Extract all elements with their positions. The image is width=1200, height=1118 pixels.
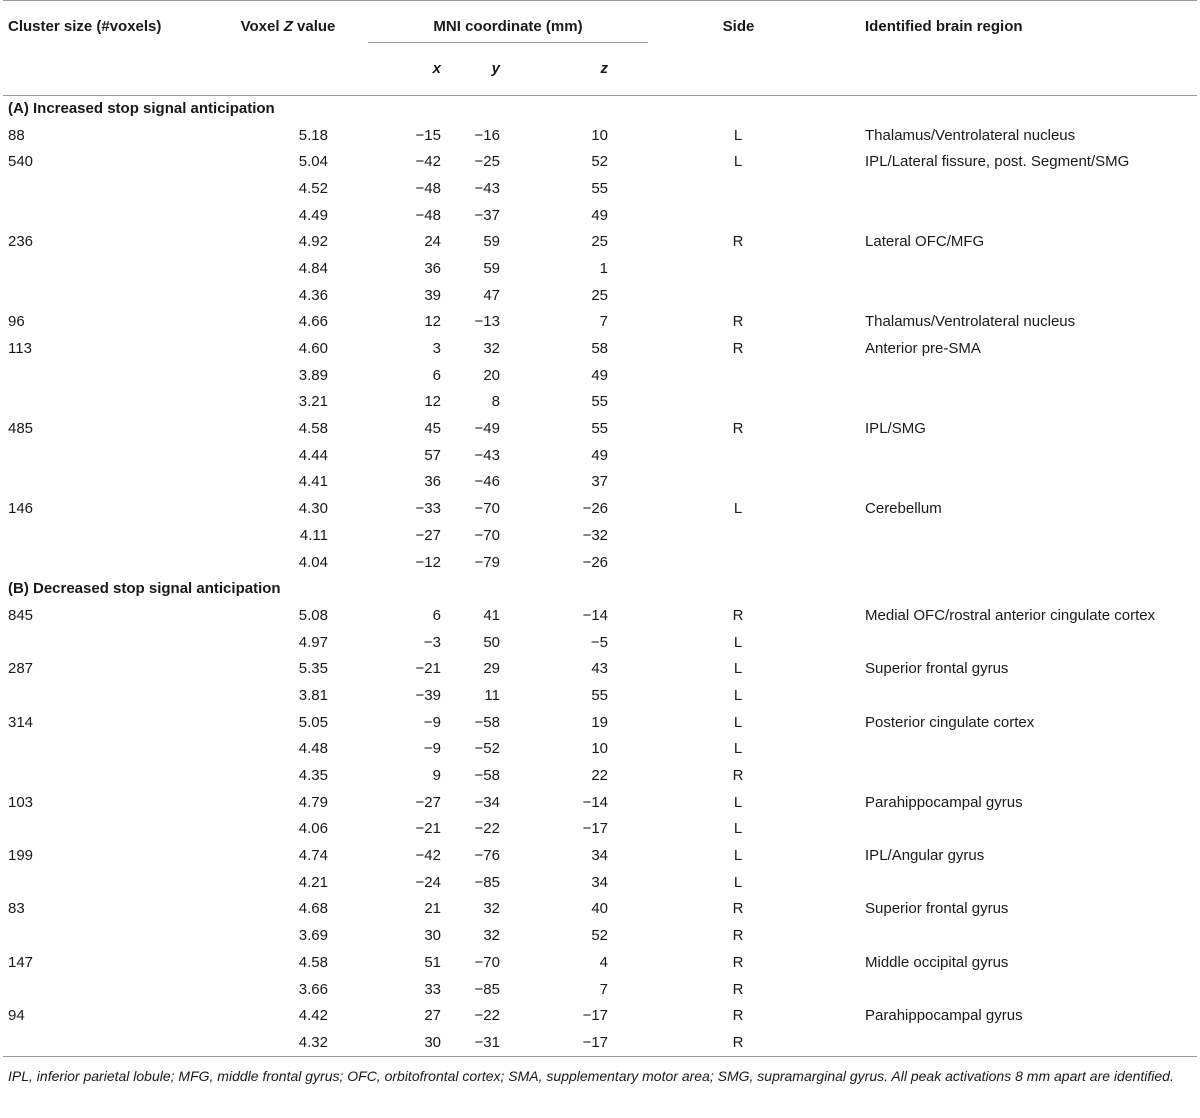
table-row bbox=[3, 122, 1197, 149]
cell-z: 25 bbox=[591, 286, 609, 304]
cell-side: L bbox=[733, 820, 743, 838]
section-header-row bbox=[3, 575, 1197, 602]
cell-y: 29 bbox=[483, 660, 500, 678]
activation-table bbox=[3, 0, 1197, 1056]
cell-voxel-z: 4.06 bbox=[298, 820, 328, 838]
cell-y: −85 bbox=[474, 873, 500, 891]
cell-x: 9 bbox=[432, 767, 441, 785]
table-row bbox=[3, 709, 1197, 736]
cell-region bbox=[858, 922, 1197, 949]
cell-z: 55 bbox=[591, 393, 609, 411]
cell-cluster-size bbox=[3, 255, 218, 282]
cell-cluster-size: 540 bbox=[8, 153, 34, 171]
table-row bbox=[3, 202, 1197, 229]
cell-voxel-z: 4.68 bbox=[298, 900, 328, 918]
table-body bbox=[3, 95, 1197, 1056]
cell-x: −24 bbox=[415, 873, 441, 891]
cell-region bbox=[858, 282, 1197, 309]
cell-z: 34 bbox=[591, 873, 609, 891]
cell-z: 49 bbox=[591, 206, 609, 224]
cell-region: IPL/SMG bbox=[865, 420, 926, 438]
table-row bbox=[3, 842, 1197, 869]
table-footnote: IPL, inferior parietal lobule; MFG, middle frontal gyrus; OFC, orbitofrontal cortex; SMA, supplementary motor area; SMG, supramarginal gyrus. All peak activations 8 mm apart are identified. bbox=[3, 1056, 1197, 1086]
cell-side: R bbox=[732, 1007, 744, 1025]
cell-voxel-z: 4.11 bbox=[299, 526, 328, 544]
cell-region bbox=[858, 976, 1197, 1003]
cell-cluster-size bbox=[3, 816, 218, 843]
header-z: z bbox=[548, 43, 658, 96]
cell-y: 50 bbox=[483, 633, 500, 651]
header-cluster-size: Cluster size (#voxels) bbox=[3, 1, 218, 43]
cell-y: 32 bbox=[483, 927, 500, 945]
cell-cluster-size: 94 bbox=[8, 1007, 25, 1025]
cell-cluster-size: 236 bbox=[8, 233, 34, 251]
cell-y: 41 bbox=[483, 606, 500, 624]
cell-voxel-z: 4.41 bbox=[298, 473, 328, 491]
cell-y: −22 bbox=[474, 1007, 500, 1025]
cell-region: Thalamus/Ventrolateral nucleus bbox=[865, 313, 1076, 331]
cell-x: 12 bbox=[424, 313, 441, 331]
cell-side bbox=[658, 442, 858, 469]
cell-voxel-z: 4.04 bbox=[298, 553, 328, 571]
cell-cluster-size bbox=[3, 682, 218, 709]
cell-x: −9 bbox=[423, 713, 441, 731]
cell-x: 12 bbox=[424, 393, 441, 411]
cell-voxel-z: 4.49 bbox=[298, 206, 328, 224]
cell-voxel-z: 4.21 bbox=[298, 873, 328, 891]
cell-voxel-z: 4.84 bbox=[298, 259, 328, 277]
cell-cluster-size bbox=[3, 736, 218, 763]
cell-region bbox=[858, 362, 1197, 389]
cell-region bbox=[858, 1029, 1197, 1056]
cell-side bbox=[658, 389, 858, 416]
header-mni-coordinate bbox=[358, 1, 658, 43]
cell-z: −32 bbox=[582, 526, 609, 544]
header-voxel-z bbox=[218, 1, 358, 43]
cell-voxel-z: 4.79 bbox=[298, 793, 328, 811]
cell-side bbox=[658, 522, 858, 549]
table-header bbox=[3, 1, 1197, 96]
cell-side bbox=[658, 202, 858, 229]
cell-side: R bbox=[732, 340, 744, 358]
cell-cluster-size: 147 bbox=[8, 953, 34, 971]
cell-x: −39 bbox=[415, 686, 441, 704]
header-blank-1 bbox=[3, 43, 218, 96]
section-title: (A) Increased stop signal anticipation bbox=[8, 100, 275, 118]
cell-y: 47 bbox=[483, 286, 500, 304]
section-title: (B) Decreased stop signal anticipation bbox=[8, 580, 281, 598]
table-row bbox=[3, 655, 1197, 682]
cell-x: −15 bbox=[415, 126, 441, 144]
cell-x: −21 bbox=[415, 660, 441, 678]
cell-region bbox=[858, 629, 1197, 656]
header-region: Identified brain region bbox=[858, 1, 1197, 43]
cell-x: 36 bbox=[424, 259, 441, 277]
cell-region bbox=[858, 682, 1197, 709]
cell-x: −48 bbox=[415, 206, 441, 224]
cell-side: L bbox=[733, 686, 743, 704]
table-row bbox=[3, 309, 1197, 336]
cell-side bbox=[658, 362, 858, 389]
cell-y: 59 bbox=[483, 233, 500, 251]
cell-side: L bbox=[733, 740, 743, 758]
cell-y: −16 bbox=[474, 126, 500, 144]
cell-side: L bbox=[733, 633, 743, 651]
header-mni-label: MNI coordinate (mm) bbox=[433, 18, 583, 35]
cell-z: 52 bbox=[591, 927, 609, 945]
cell-region: Parahippocampal gyrus bbox=[865, 793, 1023, 811]
cell-region: Anterior pre-SMA bbox=[865, 340, 981, 358]
cell-y: −58 bbox=[474, 767, 500, 785]
cell-cluster-size: 88 bbox=[8, 126, 25, 144]
cell-x: −27 bbox=[415, 526, 441, 544]
table-row bbox=[3, 469, 1197, 496]
cell-cluster-size bbox=[3, 549, 218, 576]
cell-y: −58 bbox=[474, 713, 500, 731]
cell-y: 11 bbox=[484, 686, 500, 704]
cell-y: −52 bbox=[474, 740, 500, 758]
cell-voxel-z: 4.74 bbox=[298, 847, 328, 865]
table-row bbox=[3, 816, 1197, 843]
cell-side: R bbox=[732, 767, 744, 785]
cell-region bbox=[858, 869, 1197, 896]
cell-region bbox=[858, 736, 1197, 763]
cell-voxel-z: 5.08 bbox=[298, 606, 328, 624]
cell-x: −27 bbox=[415, 793, 441, 811]
cell-side: L bbox=[733, 873, 743, 891]
cell-z: −17 bbox=[582, 820, 609, 838]
cell-y: −43 bbox=[474, 179, 500, 197]
cell-cluster-size: 113 bbox=[8, 340, 32, 358]
header-voxel-z-italic: Z bbox=[283, 18, 293, 35]
cell-region: Superior frontal gyrus bbox=[865, 660, 1009, 678]
cell-y: 59 bbox=[483, 259, 500, 277]
cell-x: −48 bbox=[415, 179, 441, 197]
cell-y: −70 bbox=[474, 526, 500, 544]
cell-region: IPL/Angular gyrus bbox=[865, 847, 985, 865]
cell-voxel-z: 4.44 bbox=[298, 446, 328, 464]
cell-region bbox=[858, 389, 1197, 416]
cell-z: 7 bbox=[599, 313, 609, 331]
cell-voxel-z: 5.18 bbox=[298, 126, 328, 144]
table-row bbox=[3, 175, 1197, 202]
cell-z: −17 bbox=[582, 1007, 609, 1025]
cell-region bbox=[858, 469, 1197, 496]
header-voxel-z-suffix: value bbox=[292, 18, 336, 35]
cell-region: IPL/Lateral fissure, post. Segment/SMG bbox=[865, 153, 1130, 171]
cell-side: L bbox=[733, 713, 743, 731]
cell-cluster-size bbox=[3, 389, 218, 416]
cell-cluster-size bbox=[3, 202, 218, 229]
cell-z: 55 bbox=[591, 686, 609, 704]
table-row bbox=[3, 522, 1197, 549]
cell-cluster-size: 485 bbox=[8, 420, 34, 438]
cell-z: 55 bbox=[591, 420, 609, 438]
cell-region: Cerebellum bbox=[865, 500, 942, 518]
cell-cluster-size bbox=[3, 362, 218, 389]
table-row bbox=[3, 896, 1197, 923]
cell-cluster-size bbox=[3, 282, 218, 309]
cell-y: −31 bbox=[474, 1033, 500, 1051]
cell-cluster-size: 83 bbox=[8, 900, 25, 918]
header-blank-4 bbox=[858, 43, 1197, 96]
cell-voxel-z: 3.69 bbox=[298, 927, 328, 945]
cell-x: 6 bbox=[432, 606, 441, 624]
cell-z: 10 bbox=[591, 126, 609, 144]
cell-y: 32 bbox=[483, 900, 500, 918]
table-row bbox=[3, 629, 1197, 656]
table-row bbox=[3, 389, 1197, 416]
cell-x: 30 bbox=[424, 1033, 441, 1051]
cell-cluster-size bbox=[3, 469, 218, 496]
cell-y: −76 bbox=[474, 847, 500, 865]
cell-y: 20 bbox=[483, 366, 500, 384]
table-row bbox=[3, 255, 1197, 282]
cell-y: −22 bbox=[474, 820, 500, 838]
cell-region: Parahippocampal gyrus bbox=[865, 1007, 1023, 1025]
cell-y: −46 bbox=[474, 473, 500, 491]
cell-x: 57 bbox=[424, 446, 441, 464]
cell-voxel-z: 3.21 bbox=[298, 393, 328, 411]
cell-voxel-z: 4.58 bbox=[298, 953, 328, 971]
table-row bbox=[3, 228, 1197, 255]
cell-region: Thalamus/Ventrolateral nucleus bbox=[865, 126, 1076, 144]
cell-z: 52 bbox=[591, 153, 609, 171]
cell-y: 8 bbox=[491, 393, 500, 411]
table-row bbox=[3, 922, 1197, 949]
cell-region bbox=[858, 175, 1197, 202]
cell-y: −13 bbox=[474, 313, 500, 331]
cell-side: L bbox=[733, 153, 743, 171]
cell-cluster-size bbox=[3, 976, 218, 1003]
cell-cluster-size: 96 bbox=[8, 313, 25, 331]
cell-z: 22 bbox=[591, 767, 609, 785]
table-row bbox=[3, 602, 1197, 629]
header-blank-2 bbox=[218, 43, 358, 96]
cell-voxel-z: 4.92 bbox=[298, 233, 328, 251]
cell-region: Lateral OFC/MFG bbox=[865, 233, 985, 251]
cell-x: 24 bbox=[424, 233, 441, 251]
cell-voxel-z: 5.35 bbox=[298, 660, 328, 678]
cell-z: 19 bbox=[591, 713, 609, 731]
cell-voxel-z: 4.58 bbox=[298, 420, 328, 438]
cell-cluster-size: 314 bbox=[8, 713, 34, 731]
cell-z: −5 bbox=[590, 633, 609, 651]
table-row bbox=[3, 1029, 1197, 1056]
cell-region bbox=[858, 816, 1197, 843]
table-row bbox=[3, 682, 1197, 709]
cell-z: 37 bbox=[591, 473, 609, 491]
cell-x: −3 bbox=[423, 633, 441, 651]
cell-side: L bbox=[733, 793, 743, 811]
table-row bbox=[3, 282, 1197, 309]
table-row bbox=[3, 869, 1197, 896]
cell-cluster-size: 287 bbox=[8, 660, 34, 678]
cell-cluster-size bbox=[3, 522, 218, 549]
cell-side: L bbox=[733, 126, 743, 144]
cell-z: −14 bbox=[582, 606, 609, 624]
cell-y: −70 bbox=[474, 500, 500, 518]
cell-cluster-size: 103 bbox=[8, 793, 34, 811]
table-row bbox=[3, 362, 1197, 389]
cell-voxel-z: 3.81 bbox=[298, 686, 328, 704]
cell-z: 49 bbox=[591, 366, 609, 384]
cell-x: −33 bbox=[415, 500, 441, 518]
cell-z: 10 bbox=[591, 740, 609, 758]
section-header-row bbox=[3, 95, 1197, 122]
cell-side: R bbox=[732, 420, 744, 438]
cell-cluster-size bbox=[3, 175, 218, 202]
cell-z: 49 bbox=[591, 446, 609, 464]
cell-region bbox=[858, 442, 1197, 469]
cell-y: −34 bbox=[474, 793, 500, 811]
cell-x: 39 bbox=[424, 286, 441, 304]
cell-z: −17 bbox=[582, 1033, 609, 1051]
cell-voxel-z: 4.60 bbox=[298, 340, 328, 358]
cell-x: −42 bbox=[415, 153, 441, 171]
cell-side: R bbox=[732, 900, 744, 918]
table-row bbox=[3, 1002, 1197, 1029]
cell-cluster-size bbox=[3, 629, 218, 656]
table-row bbox=[3, 335, 1197, 362]
cell-x: 45 bbox=[424, 420, 441, 438]
cell-y: −79 bbox=[474, 553, 500, 571]
cell-y: 32 bbox=[483, 340, 500, 358]
cell-z: 4 bbox=[599, 953, 609, 971]
cell-z: −26 bbox=[582, 553, 609, 571]
cell-cluster-size: 199 bbox=[8, 847, 34, 865]
cell-x: 51 bbox=[424, 953, 441, 971]
cell-cluster-size: 845 bbox=[8, 606, 34, 624]
cell-cluster-size bbox=[3, 1029, 218, 1056]
cell-voxel-z: 4.42 bbox=[298, 1007, 328, 1025]
cell-z: −14 bbox=[582, 793, 609, 811]
cell-z: −26 bbox=[582, 500, 609, 518]
cell-y: −70 bbox=[474, 953, 500, 971]
cell-x: −9 bbox=[423, 740, 441, 758]
cell-x: 21 bbox=[424, 900, 441, 918]
table-row bbox=[3, 148, 1197, 175]
cell-side bbox=[658, 549, 858, 576]
table-row bbox=[3, 789, 1197, 816]
cell-side: R bbox=[732, 980, 744, 998]
header-blank-3 bbox=[658, 43, 858, 96]
cell-x: 6 bbox=[432, 366, 441, 384]
cell-voxel-z: 5.05 bbox=[298, 713, 328, 731]
table-row bbox=[3, 976, 1197, 1003]
cell-voxel-z: 3.89 bbox=[298, 366, 328, 384]
table-row bbox=[3, 762, 1197, 789]
cell-side: L bbox=[733, 500, 743, 518]
cell-side: R bbox=[732, 953, 744, 971]
cell-side: R bbox=[732, 606, 744, 624]
cell-voxel-z: 4.32 bbox=[298, 1033, 328, 1051]
cell-region bbox=[858, 549, 1197, 576]
cell-voxel-z: 4.48 bbox=[298, 740, 328, 758]
cell-z: 7 bbox=[599, 980, 609, 998]
cell-side bbox=[658, 255, 858, 282]
cell-voxel-z: 5.04 bbox=[298, 153, 328, 171]
cell-side: R bbox=[732, 233, 744, 251]
cell-voxel-z: 4.97 bbox=[298, 633, 328, 651]
table-row bbox=[3, 736, 1197, 763]
table-row bbox=[3, 495, 1197, 522]
cell-z: 55 bbox=[591, 179, 609, 197]
cell-region: Middle occipital gyrus bbox=[865, 953, 1009, 971]
cell-voxel-z: 4.66 bbox=[298, 313, 328, 331]
table-row bbox=[3, 949, 1197, 976]
cell-x: 33 bbox=[424, 980, 441, 998]
table-row bbox=[3, 442, 1197, 469]
cell-y: −43 bbox=[474, 446, 500, 464]
cell-region: Medial OFC/rostral anterior cingulate cortex bbox=[865, 606, 1156, 624]
cell-y: −25 bbox=[474, 153, 500, 171]
cell-cluster-size bbox=[3, 762, 218, 789]
cell-x: 27 bbox=[424, 1007, 441, 1025]
cell-side: R bbox=[732, 313, 744, 331]
cell-voxel-z: 4.30 bbox=[298, 500, 328, 518]
header-x: x bbox=[358, 43, 448, 96]
cell-y: −37 bbox=[474, 206, 500, 224]
cell-z: 25 bbox=[591, 233, 609, 251]
cell-x: 30 bbox=[424, 927, 441, 945]
cell-side bbox=[658, 282, 858, 309]
cell-side bbox=[658, 175, 858, 202]
cell-region: Posterior cingulate cortex bbox=[865, 713, 1035, 731]
cell-region bbox=[858, 202, 1197, 229]
cell-region: Superior frontal gyrus bbox=[865, 900, 1009, 918]
cell-voxel-z: 4.35 bbox=[298, 767, 328, 785]
cell-cluster-size bbox=[3, 442, 218, 469]
cell-region bbox=[858, 762, 1197, 789]
cell-x: 3 bbox=[432, 340, 441, 358]
cell-z: 43 bbox=[591, 660, 609, 678]
header-side: Side bbox=[658, 1, 858, 43]
header-y: y bbox=[448, 43, 548, 96]
cell-region bbox=[858, 522, 1197, 549]
cell-side: R bbox=[732, 927, 744, 945]
cell-side: R bbox=[732, 1033, 744, 1051]
cell-z: 34 bbox=[591, 847, 609, 865]
results-table-container bbox=[3, 0, 1197, 1086]
cell-x: −42 bbox=[415, 847, 441, 865]
cell-side: L bbox=[733, 660, 743, 678]
cell-side bbox=[658, 469, 858, 496]
cell-cluster-size bbox=[3, 922, 218, 949]
cell-z: 1 bbox=[599, 259, 609, 277]
cell-x: −12 bbox=[415, 553, 441, 571]
cell-voxel-z: 4.52 bbox=[298, 179, 328, 197]
cell-side: L bbox=[733, 847, 743, 865]
cell-x: 36 bbox=[424, 473, 441, 491]
cell-z: 58 bbox=[591, 340, 609, 358]
cell-region bbox=[858, 255, 1197, 282]
cell-cluster-size bbox=[3, 869, 218, 896]
table-row bbox=[3, 549, 1197, 576]
cell-y: −85 bbox=[474, 980, 500, 998]
mni-divider bbox=[368, 42, 648, 43]
header-voxel-z-prefix: Voxel bbox=[240, 18, 284, 35]
cell-z: 40 bbox=[591, 900, 609, 918]
cell-voxel-z: 4.36 bbox=[298, 286, 328, 304]
cell-y: −49 bbox=[474, 420, 500, 438]
table-row bbox=[3, 415, 1197, 442]
cell-cluster-size: 146 bbox=[8, 500, 34, 518]
cell-voxel-z: 3.66 bbox=[298, 980, 328, 998]
cell-x: −21 bbox=[415, 820, 441, 838]
